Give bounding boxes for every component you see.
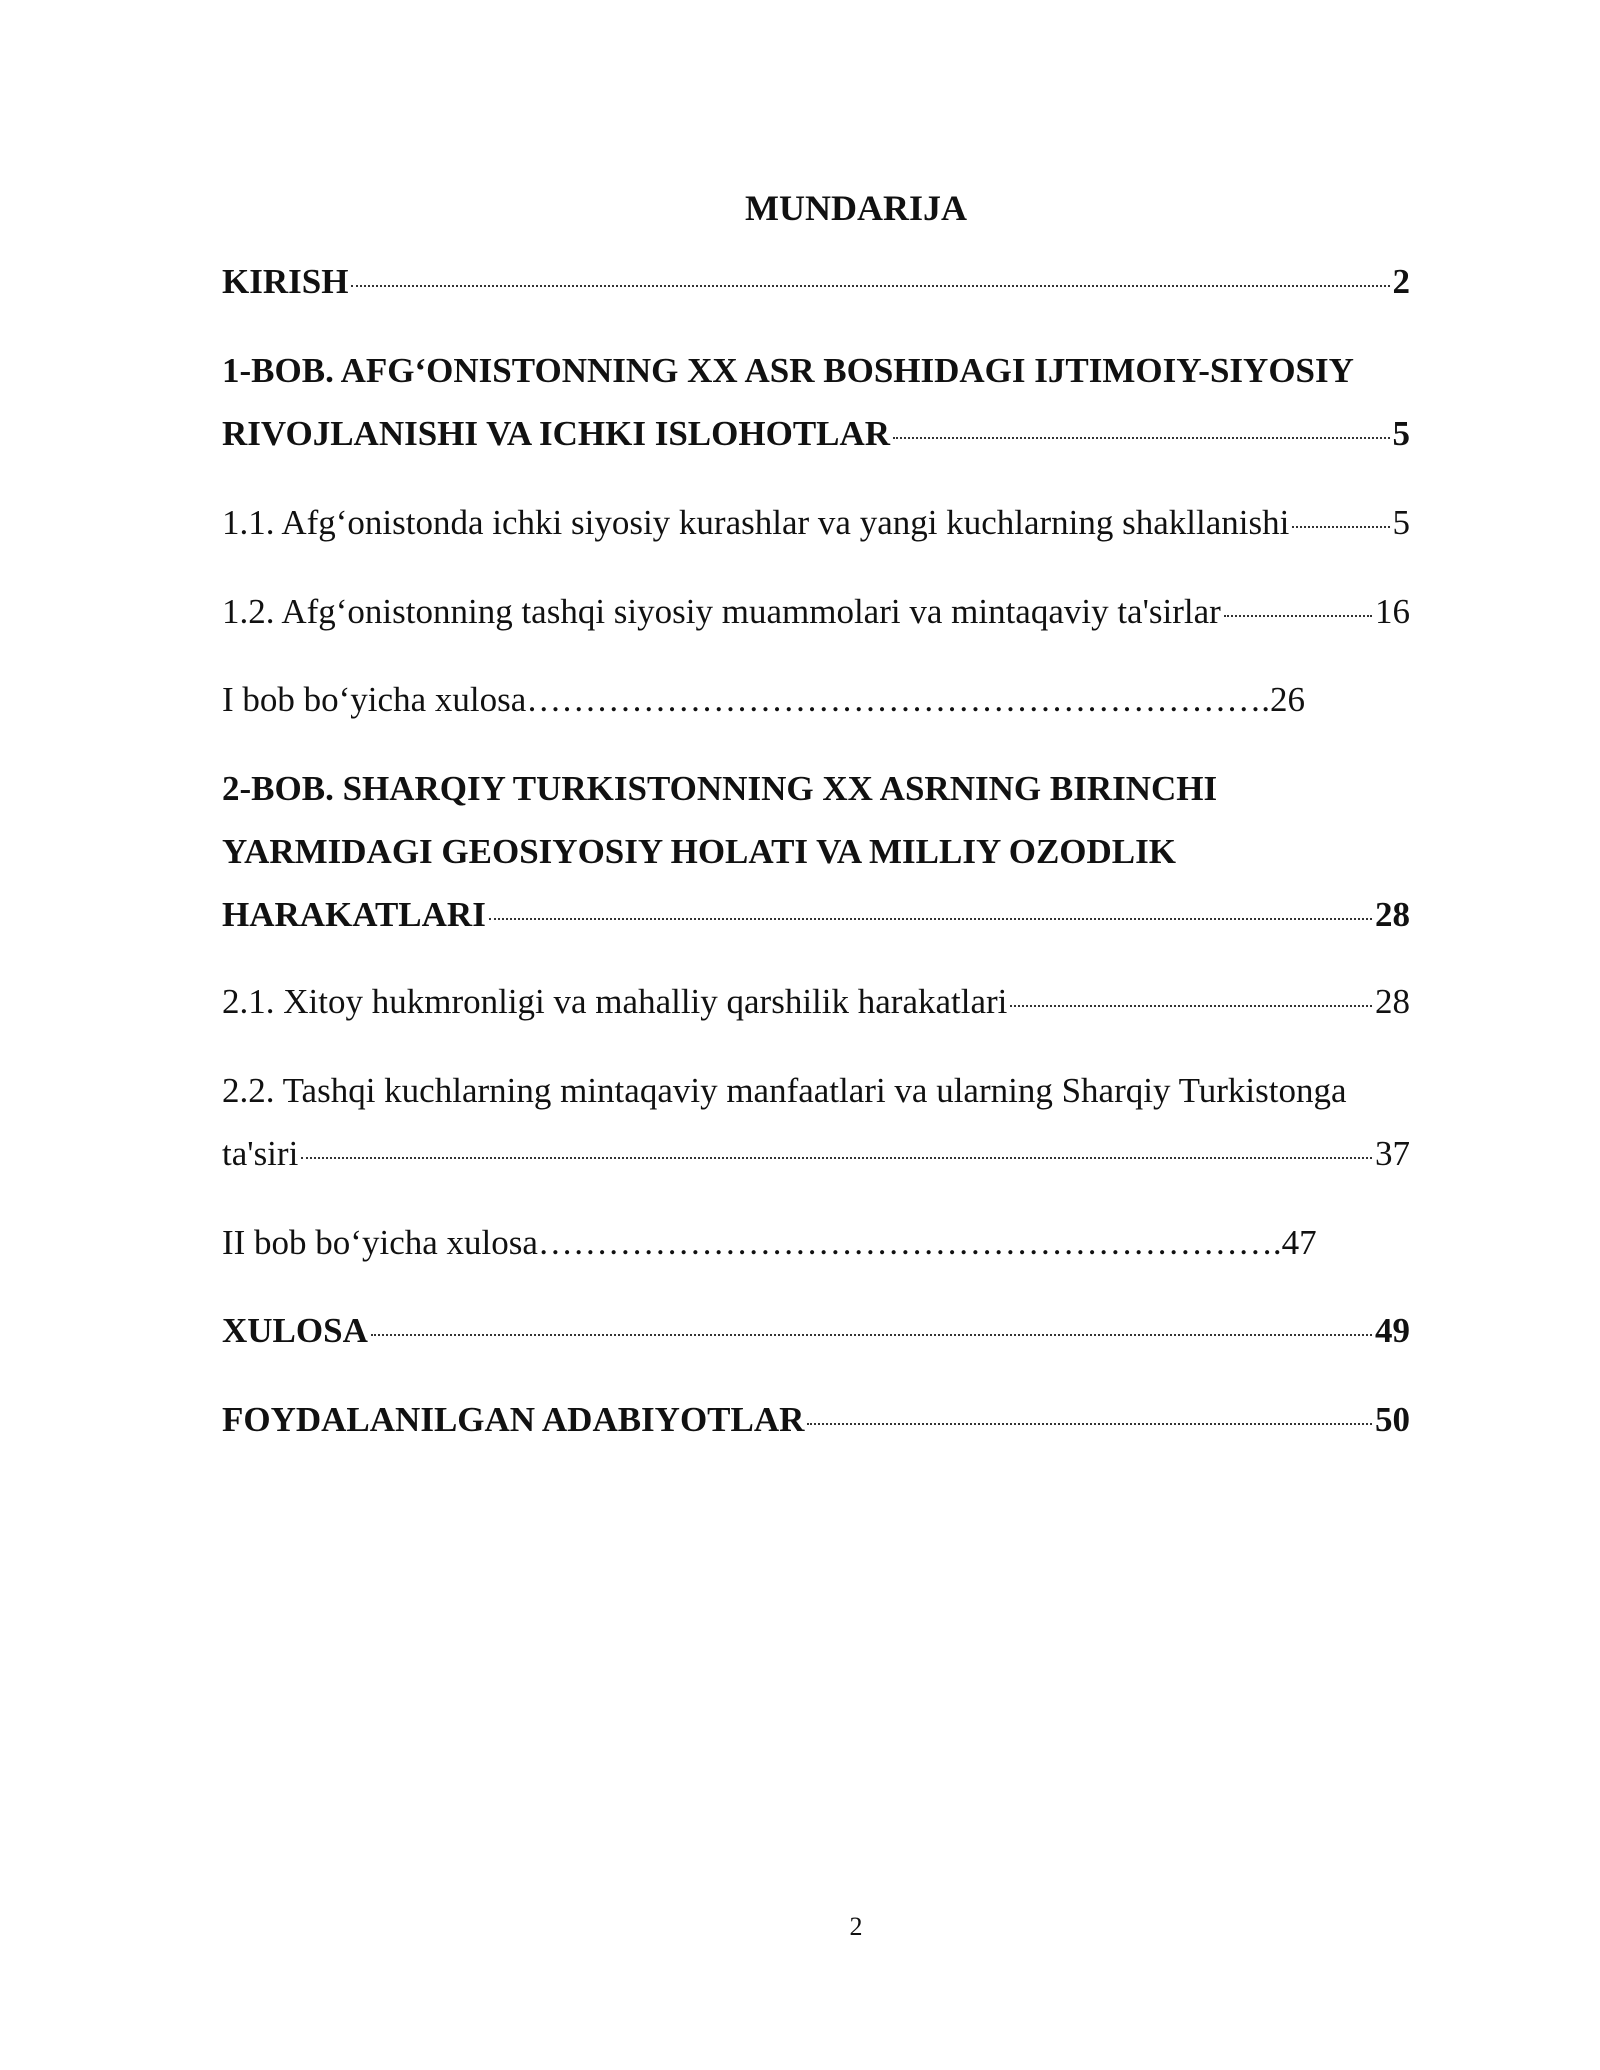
toc-entry-label: 1.2. Afg‘onistonning tashqi siyosiy muammolari va mintaqaviy ta'sirlar [222, 592, 1221, 631]
toc-entry-chapter-1-conclusion[interactable] [222, 668, 1410, 731]
toc-title: MUNDARIJA [745, 188, 967, 228]
dot-leader [893, 437, 1389, 439]
dot-leader [807, 1423, 1372, 1425]
toc-entry-label: KIRISH [222, 262, 349, 301]
toc-page-number: 28 [1375, 982, 1410, 1021]
dot-leader [351, 285, 1389, 287]
toc-page-number: 26 [1269, 680, 1305, 719]
toc-entry-section-1-1[interactable] [222, 491, 1410, 554]
toc-page-number: 16 [1375, 592, 1410, 631]
toc-entry-label-line-1: 2-BOB. SHARQIY TURKISTONNING XX ASRNING BIRINCHI [222, 769, 1218, 808]
toc-page-number: 49 [1375, 1311, 1410, 1350]
dot-leader [489, 918, 1372, 920]
toc-entry-chapter-2[interactable] [222, 757, 1410, 946]
toc-entry-label: 1.1. Afg‘onistonda ichki siyosiy kurashlar va yangi kuchlarning shakllanishi [222, 503, 1290, 542]
toc-entry-bibliography[interactable] [222, 1388, 1410, 1451]
toc-entry-label: XULOSA [222, 1311, 368, 1350]
toc-page-number: 50 [1375, 1400, 1410, 1439]
toc-entry-label-line-2: RIVOJLANISHI VA ICHKI ISLOHOTLAR [222, 414, 891, 453]
dot-leader [1010, 1005, 1372, 1007]
toc-page-number: 5 [1392, 414, 1410, 453]
toc-entry-kirish[interactable] [222, 250, 1410, 313]
toc-entry-chapter-2-conclusion[interactable] [222, 1211, 1410, 1274]
toc-page-number: 47 [1281, 1223, 1317, 1262]
toc-entry-label: FOYDALANILGAN ADABIYOTLAR [222, 1400, 805, 1439]
page-number: 2 [849, 1912, 863, 1941]
toc-entry-label-line-3: HARAKATLARI [222, 895, 486, 934]
dot-leader [371, 1334, 1372, 1336]
toc-page-number: 2 [1392, 262, 1410, 301]
toc-entry-chapter-1[interactable] [222, 339, 1410, 465]
dot-leader [1224, 615, 1372, 617]
toc-entry-label: I bob bo‘yicha xulosa [222, 680, 527, 719]
toc-entry-section-1-2[interactable] [222, 580, 1410, 643]
toc-entry-label-line-2: YARMIDAGI GEOSIYOSIY HOLATI VA MILLIY OZODLIK [222, 832, 1176, 871]
toc-entry-section-2-1[interactable] [222, 970, 1410, 1033]
toc-page-number: 37 [1375, 1134, 1410, 1173]
toc-page-number: 28 [1375, 895, 1410, 934]
toc-entry-label-line-1: 1-BOB. AFG‘ONISTONNING XX ASR BOSHIDAGI IJTIMOIY-SIYOSIY [222, 351, 1354, 390]
toc-entry-section-2-2[interactable] [222, 1059, 1410, 1185]
ellipsis-leader: ………………………………………………………. [537, 1223, 1282, 1262]
dot-leader [301, 1157, 1372, 1159]
dot-leader [1292, 526, 1389, 528]
toc-entry-xulosa[interactable] [222, 1299, 1410, 1362]
toc-entry-label-line-2: ta'siri [222, 1134, 299, 1173]
ellipsis-leader: ………………………………………………………. [526, 680, 1270, 719]
toc-entry-label: II bob bo‘yicha xulosa [222, 1223, 538, 1262]
toc-page-number: 5 [1392, 503, 1410, 542]
toc-entry-label: 2.1. Xitoy hukmronligi va mahalliy qarshilik harakatlari [222, 982, 1008, 1021]
toc-entry-label-line-1: 2.2. Tashqi kuchlarning mintaqaviy manfaatlari va ularning Sharqiy Turkistonga [222, 1071, 1347, 1110]
